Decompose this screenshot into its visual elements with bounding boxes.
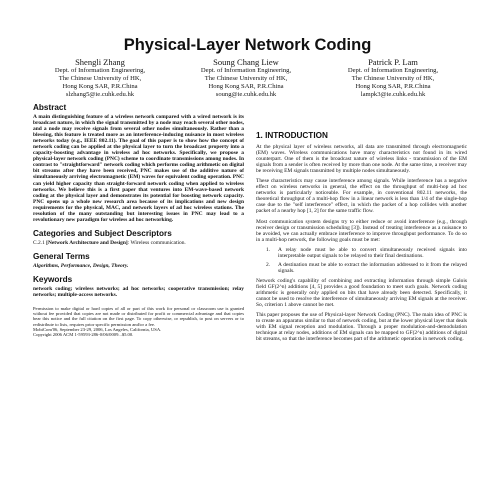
categories-section xyxy=(33,229,244,246)
author-name: Patrick P. Lam xyxy=(368,57,418,67)
author-email: lampk3@ie.cuhk.edu.hk xyxy=(360,91,426,99)
general-terms-section xyxy=(33,252,244,269)
copyright-text: Copyright 2006 ACM 1-59593-286-0/06/0009...$5.00. xyxy=(33,332,134,338)
list-item xyxy=(266,262,467,274)
abstract-section xyxy=(33,103,244,223)
list-item-number: 2. xyxy=(266,261,271,268)
categories-text xyxy=(33,240,244,246)
keywords-text: network coding; wireless networks; ad hoc networks; cooperative transmission; relay networks; multiple-access networks. xyxy=(33,285,244,298)
categories-bracket: [Network Architecture and Design] xyxy=(46,239,128,246)
author-email: soung@ie.cuhk.edu.hk xyxy=(215,91,277,99)
categories-heading: Categories and Subject Descriptors xyxy=(33,228,172,238)
author-block-3 xyxy=(318,57,468,99)
author-affiliation: The Chinese University of HK, xyxy=(351,75,435,83)
categories-code: C.2.1 xyxy=(33,239,45,246)
author-email: slzhang5@ie.cuhk.edu.hk xyxy=(65,91,135,99)
intro-paragraph-1: At the physical layer of wireless networks, all data are transmitted through electromagnetic (EM) waves. Wireless communications have many characteristics not found in its wired counterpart. One of them is the broadcast nature of wireless links - transmission of the EM signals from a sender is often received by more than one node. At the same time, a receiver may be receiving EM signals transmitted by multiple nodes simultaneously. xyxy=(256,144,467,175)
abstract-heading: Abstract xyxy=(33,103,67,112)
list-item-text: A relay node must be able to convert simultaneously received signals into interpretable output signals to be relayed to their final destinations. xyxy=(278,246,467,259)
goals-list xyxy=(266,247,467,274)
list-item-text: A destination must be able to extract the information addressed to it from the relayed signals. xyxy=(278,261,467,274)
keywords-section xyxy=(33,275,244,298)
permission-text: Permission to make digital or hard copies of all or part of this work for personal or classroom use is granted without fee provided that copies are not made or distributed for profit or commercial advantage and that copies bear this notice and the full citation on the first page. To copy otherwise, or republish, to post on servers or to redistribute to lists, requires prior specific permission and/or a fee. xyxy=(33,306,244,327)
intro-paragraph-5: This paper proposes the use of Physical-layer Network Coding (PNC). The main idea of PNC is to create an apparatus similar to that of network coding, but at the lower physical layer that deals with EM signal reception and modulation. Through a proper modulation-and-demodulation technique at relay nodes, additions of EM signals can be mapped to GF(2^n) additions of digital bit streams, so that the interference becomes part of the arithmetic operation in network coding. xyxy=(256,312,467,343)
paper-title: Physical-Layer Network Coding xyxy=(123,36,372,54)
intro-paragraph-2: These characteristics may cause interference among signals. While interference has a negative effect on wireless networks in general, the effect on the throughput of multi-hop ad hoc networks is particularly noticeable. For example, in conventional 802.11 networks, the theoretical throughput of a multi-hop flow in a linear network is less than 1/4 of the single-hop case due to the "self interference" effect, in which the packet of a hop collides with another packet of a nearby hop [1, 2] for the same traffic flow. xyxy=(256,178,467,215)
author-name: Shengli Zhang xyxy=(75,57,125,67)
keywords-heading: Keywords xyxy=(33,274,73,284)
abstract-text: A main distinguishing feature of a wireless network compared with a wired network is its broadcast nature, in which the signal transmitted by a node may reach several other nodes, and a node may receive signals from several other nodes simultaneously. Rather than a blessing, this feature is treated more as an interference-inducing nuisance in most wireless networks today (e.g., IEEE 802.11). The goal of this paper is to show how the concept of network coding can be applied at the physical layer to turn the broadcast property into a capacity-boosting advantage in wireless ad hoc networks. Specifically, we propose a physical-layer network coding (PNC) scheme to coordinate transmissions among nodes. In contrast to "straightforward" network coding which performs coding arithmetic on digital bit streams after they have been received, PNC makes use of the additive nature of simultaneously arriving electromagnetic (EM) waves for equivalent coding operation. PNC can yield higher capacity than straight-forward network coding when applied to wireless networks. We believe this is a first paper that ventures into EM-wave-based network coding at the physical layer and demonstrates its potential for boosting network capacity. PNC opens up a whole new research area because of its implications and new design requirements for the physical, MAC, and network layers of ad hoc wireless stations. The resolution of the many outstanding but interesting issues in PNC may lead to a revolutionary new paradigm for wireless ad hoc networking. xyxy=(33,114,244,223)
general-terms-heading: General Terms xyxy=(33,251,90,261)
categories-rest: : Wireless communication. xyxy=(127,239,186,246)
author-affiliation: The Chinese University of HK, xyxy=(204,75,288,83)
author-affiliation: Dept. of Information Engineering, xyxy=(200,67,292,74)
venue-text: MobiCom'06, September 23-29, 2006, Los Angeles, California, USA. xyxy=(33,326,162,332)
author-name: Soung Chang Liew xyxy=(213,57,279,67)
intro-paragraph-3: Most communication system designs try to either reduce or avoid interference (e.g., through receiver design or transmission scheduling [3]). Instead of treating interference as a nuisance to be avoided, we can actually embrace interference to improve throughput performance. To do so in a multi-hop network, the following goals must be met: xyxy=(256,218,467,243)
list-item xyxy=(266,247,467,259)
author-block-1 xyxy=(25,57,175,99)
permission-block xyxy=(33,306,244,337)
left-column xyxy=(33,103,244,337)
right-column xyxy=(256,103,467,342)
intro-heading: 1. INTRODUCTION xyxy=(256,131,328,140)
author-affiliation: The Chinese University of HK, xyxy=(58,75,142,83)
author-affiliation: Hong Kong SAR, P.R.China xyxy=(355,83,431,91)
author-affiliation: Hong Kong SAR, P.R.China xyxy=(208,83,284,91)
author-affiliation: Dept. of Information Engineering, xyxy=(347,67,439,74)
author-block-2 xyxy=(171,57,321,99)
intro-paragraph-4: Network coding's capability of combining and extracting information through simple Galois field GF(2^n) additions [4, 5] provides a good foundation to meet such goals. Network coding arithmetic is generally only applied on bits that have already been detected. Specifically, it cannot be used to resolve the interference of simultaneously arriving EM signals at the receiver. So, criterion 1 above cannot be met. xyxy=(256,277,467,309)
author-affiliation: Dept. of Information Engineering, xyxy=(54,67,146,74)
list-item-number: 1. xyxy=(266,246,271,253)
author-affiliation: Hong Kong SAR, P.R.China xyxy=(62,83,138,91)
general-terms-text: Algorithms, Performance, Design, Theory. xyxy=(33,262,129,269)
